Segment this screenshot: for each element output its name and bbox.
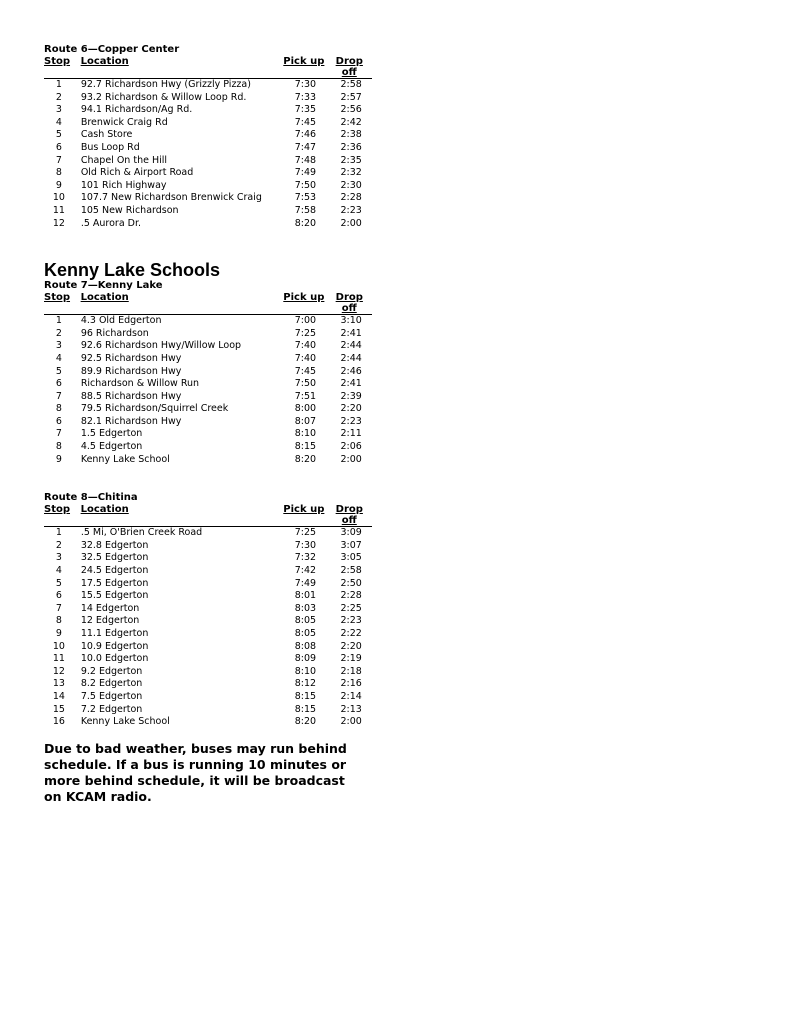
table-row: [44, 403, 374, 416]
dropoff-time: 2:56: [340, 104, 362, 116]
stop-number: 10: [52, 640, 65, 652]
dropoff-time: 2:19: [340, 653, 362, 665]
stop-number: 9: [55, 179, 62, 191]
route-7-schedule: [44, 280, 374, 466]
header-stop: Stop: [44, 504, 71, 516]
stop-number: 3: [55, 340, 62, 352]
stop-location: .5 Mi, O'Brien Creek Road: [80, 527, 203, 539]
stop-location: 93.2 Richardson & Willow Loop Rd.: [80, 91, 247, 103]
table-row: [44, 205, 374, 218]
pickup-time: 7:49: [294, 167, 317, 179]
stop-number: 7: [55, 154, 62, 166]
stop-location: 82.1 Richardson Hwy: [80, 415, 182, 427]
pickup-time: 7:53: [294, 192, 317, 204]
table-row: [44, 716, 374, 729]
stop-number: 4: [55, 352, 62, 364]
dropoff-time: 3:07: [340, 539, 362, 551]
stop-location: 105 New Richardson: [80, 204, 179, 216]
dropoff-time: 2:58: [340, 79, 362, 90]
route-7-title: Route 7—Kenny Lake: [44, 280, 163, 292]
stop-location: Old Rich & Airport Road: [80, 167, 194, 179]
stop-number: 3: [55, 552, 62, 564]
stop-location: 94.1 Richardson/Ag Rd.: [80, 104, 193, 116]
weather-notice: Due to bad weather, buses may run behind schedule. If a bus is running 10 minutes or more behind schedule, it will be broadcast on KCAM radio.: [44, 740, 347, 804]
stop-number: 10: [52, 192, 65, 204]
table-row: [44, 578, 374, 591]
dropoff-time: 2:00: [340, 453, 362, 465]
table-row: [44, 704, 374, 717]
header-pickup: Pick up: [283, 504, 325, 516]
table-row: [44, 104, 374, 117]
stop-number: 5: [55, 365, 62, 377]
stop-location: Cash Store: [80, 129, 133, 141]
table-row: [44, 129, 374, 142]
table-row: [44, 628, 374, 641]
table-row: [44, 666, 374, 679]
table-row: [44, 565, 374, 578]
stop-location: 88.5 Richardson Hwy: [80, 390, 182, 402]
table-row: [44, 328, 374, 341]
dropoff-time: 2:28: [340, 590, 362, 602]
table-row: [44, 117, 374, 130]
route-7-header: [44, 292, 372, 315]
stop-number: 12: [52, 217, 65, 229]
stop-location: Richardson & Willow Run: [80, 378, 200, 390]
dropoff-time: 2:06: [340, 441, 362, 453]
table-row: [44, 527, 374, 540]
route-6-header: [44, 56, 372, 79]
pickup-time: 8:10: [294, 665, 317, 677]
pickup-time: 7:45: [294, 116, 317, 128]
stop-location: 15.5 Edgerton: [80, 590, 149, 602]
stop-location: 11.1 Edgerton: [80, 628, 149, 639]
stop-location: 92.7 Richardson Hwy (Grizzly Pizza): [80, 79, 251, 90]
pickup-time: 8:20: [294, 217, 317, 229]
table-row: [44, 540, 374, 553]
route-8-rows: [44, 527, 374, 729]
dropoff-time: 3:10: [340, 315, 362, 327]
stop-location: 1.5 Edgerton: [80, 428, 143, 440]
pickup-time: 7:35: [294, 104, 317, 116]
pickup-time: 8:09: [294, 653, 317, 665]
pickup-time: 8:20: [294, 453, 317, 465]
stop-location: 92.5 Richardson Hwy: [80, 352, 182, 364]
pickup-time: 7:49: [294, 577, 317, 589]
stop-location: 92.6 Richardson Hwy/Willow Loop: [80, 340, 242, 352]
stop-number: 12: [52, 665, 65, 677]
pickup-time: 8:12: [294, 678, 317, 690]
dropoff-time: 2:11: [340, 428, 362, 440]
stop-number: 7: [55, 428, 62, 440]
pickup-time: 7:51: [294, 390, 317, 402]
dropoff-time: 2:20: [340, 640, 362, 652]
dropoff-time: 2:13: [340, 703, 362, 715]
pickup-time: 7:45: [294, 365, 317, 377]
header-dropoff: Drop off: [335, 292, 363, 315]
pickup-time: 8:15: [294, 441, 317, 453]
dropoff-time: 3:09: [340, 527, 362, 539]
route-6-title: Route 6—Copper Center: [44, 44, 180, 55]
stop-location: 101 Rich Highway: [80, 179, 167, 191]
dropoff-time: 3:05: [340, 552, 362, 564]
stop-location: 10.0 Edgerton: [80, 653, 149, 665]
table-row: [44, 218, 374, 231]
table-row: [44, 167, 374, 180]
dropoff-time: 2:14: [340, 690, 362, 702]
dropoff-time: 2:57: [340, 91, 362, 103]
dropoff-time: 2:25: [340, 602, 362, 614]
pickup-time: 7:00: [294, 315, 317, 327]
stop-number: 8: [55, 441, 62, 453]
dropoff-time: 2:38: [340, 129, 362, 141]
pickup-time: 8:03: [294, 602, 317, 614]
stop-location: 7.5 Edgerton: [80, 690, 143, 702]
stop-location: 24.5 Edgerton: [80, 565, 149, 577]
stop-number: 8: [55, 167, 62, 179]
pickup-time: 7:42: [294, 565, 317, 577]
dropoff-time: 2:44: [340, 340, 362, 352]
table-row: [44, 641, 374, 654]
pickup-time: 8:00: [294, 403, 317, 415]
table-row: [44, 416, 374, 429]
stop-number: 13: [52, 678, 65, 690]
stop-location: 7.2 Edgerton: [80, 703, 143, 715]
stop-location: 89.9 Richardson Hwy: [80, 365, 182, 377]
stop-number: 6: [55, 590, 62, 602]
header-pickup: Pick up: [283, 292, 325, 304]
dropoff-time: 2:42: [340, 116, 362, 128]
pickup-time: 7:58: [294, 204, 317, 216]
table-row: [44, 691, 374, 704]
pickup-time: 8:01: [294, 590, 317, 602]
stop-location: 8.2 Edgerton: [80, 678, 143, 690]
table-row: [44, 79, 374, 92]
dropoff-time: 2:28: [340, 192, 362, 204]
dropoff-time: 2:23: [340, 204, 362, 216]
dropoff-time: 2:46: [340, 365, 362, 377]
pickup-time: 7:30: [294, 79, 317, 90]
stop-location: Brenwick Craig Rd: [80, 116, 168, 128]
stop-number: 8: [55, 403, 62, 415]
dropoff-time: 2:20: [340, 403, 362, 415]
stop-number: 6: [55, 415, 62, 427]
stop-location: 79.5 Richardson/Squirrel Creek: [80, 403, 229, 415]
pickup-time: 7:50: [294, 378, 317, 390]
table-row: [44, 92, 374, 105]
route-7-rows: [44, 315, 374, 466]
pickup-time: 7:50: [294, 179, 317, 191]
stop-location: 4.3 Old Edgerton: [80, 315, 162, 327]
pickup-time: 8:05: [294, 615, 317, 627]
header-location: Location: [80, 56, 129, 67]
dropoff-time: 2:41: [340, 327, 362, 339]
dropoff-time: 2:23: [340, 615, 362, 627]
header-stop: Stop: [44, 56, 71, 67]
pickup-time: 7:40: [294, 352, 317, 364]
dropoff-time: 2:22: [340, 628, 362, 639]
pickup-time: 7:33: [294, 91, 317, 103]
pickup-time: 8:15: [294, 703, 317, 715]
stop-location: 12 Edgerton: [80, 615, 140, 627]
stop-location: 9.2 Edgerton: [80, 665, 143, 677]
header-stop: Stop: [44, 292, 71, 304]
stop-number: 16: [52, 716, 65, 728]
stop-location: 14 Edgerton: [80, 602, 140, 614]
table-row: [44, 428, 374, 441]
stop-number: 1: [55, 315, 62, 327]
document-page: [44, 44, 374, 805]
pickup-time: 7:30: [294, 539, 317, 551]
dropoff-time: 2:36: [340, 141, 362, 153]
stop-number: 11: [52, 653, 65, 665]
pickup-time: 8:15: [294, 690, 317, 702]
section-heading: Kenny Lake Schools: [44, 260, 221, 281]
header-dropoff: Drop off: [335, 504, 363, 527]
table-row: [44, 155, 374, 168]
stop-location: Bus Loop Rd: [80, 141, 140, 153]
stop-number: 2: [55, 327, 62, 339]
dropoff-time: 2:00: [340, 716, 362, 728]
stop-location: Chapel On the Hill: [80, 154, 168, 166]
route-8-title: Route 8—Chitina: [44, 492, 138, 504]
stop-number: 9: [55, 628, 62, 639]
header-location: Location: [80, 504, 129, 516]
dropoff-time: 2:50: [340, 577, 362, 589]
stop-number: 3: [55, 104, 62, 116]
table-row: [44, 441, 374, 454]
dropoff-time: 2:58: [340, 565, 362, 577]
stop-location: 17.5 Edgerton: [80, 577, 149, 589]
table-row: [44, 366, 374, 379]
dropoff-time: 2:35: [340, 154, 362, 166]
stop-location: 107.7 New Richardson Brenwick Craig: [80, 192, 262, 204]
pickup-time: 7:46: [294, 129, 317, 141]
dropoff-time: 2:32: [340, 167, 362, 179]
pickup-time: 8:10: [294, 428, 317, 440]
stop-number: 5: [55, 577, 62, 589]
table-row: [44, 192, 374, 205]
stop-location: Kenny Lake School: [80, 453, 170, 465]
stop-number: 7: [55, 390, 62, 402]
header-pickup: Pick up: [283, 56, 325, 67]
stop-number: 2: [55, 91, 62, 103]
pickup-time: 7:25: [294, 527, 317, 539]
stop-number: 6: [55, 378, 62, 390]
dropoff-time: 2:39: [340, 390, 362, 402]
stop-location: 32.5 Edgerton: [80, 552, 149, 564]
stop-number: 15: [52, 703, 65, 715]
pickup-time: 7:40: [294, 340, 317, 352]
pickup-time: 8:08: [294, 640, 317, 652]
route-6-schedule: [44, 44, 374, 230]
stop-number: 6: [55, 141, 62, 153]
table-row: [44, 590, 374, 603]
table-row: [44, 454, 374, 467]
stop-location: 96 Richardson: [80, 327, 149, 339]
stop-number: 11: [52, 204, 65, 216]
route-6-rows: [44, 79, 374, 230]
stop-number: 1: [55, 527, 62, 539]
stop-location: .5 Aurora Dr.: [80, 217, 142, 229]
header-dropoff: Drop off: [335, 56, 363, 78]
stop-location: Kenny Lake School: [80, 716, 170, 728]
dropoff-time: 2:16: [340, 678, 362, 690]
table-row: [44, 552, 374, 565]
dropoff-time: 2:00: [340, 217, 362, 229]
pickup-time: 8:20: [294, 716, 317, 728]
dropoff-time: 2:23: [340, 415, 362, 427]
stop-number: 5: [55, 129, 62, 141]
stop-number: 7: [55, 602, 62, 614]
dropoff-time: 2:44: [340, 352, 362, 364]
header-location: Location: [80, 292, 129, 304]
table-row: [44, 315, 374, 328]
stop-number: 9: [55, 453, 62, 465]
table-row: [44, 653, 374, 666]
stop-number: 1: [55, 79, 62, 90]
stop-number: 2: [55, 539, 62, 551]
dropoff-time: 2:41: [340, 378, 362, 390]
table-row: [44, 615, 374, 628]
pickup-time: 8:05: [294, 628, 317, 639]
stop-number: 14: [52, 690, 65, 702]
table-row: [44, 603, 374, 616]
pickup-time: 8:07: [294, 415, 317, 427]
table-row: [44, 678, 374, 691]
route-8-header: [44, 504, 372, 527]
stop-number: 8: [55, 615, 62, 627]
pickup-time: 7:25: [294, 327, 317, 339]
table-row: [44, 353, 374, 366]
table-row: [44, 378, 374, 391]
pickup-time: 7:32: [294, 552, 317, 564]
table-row: [44, 142, 374, 155]
stop-number: 4: [55, 116, 62, 128]
dropoff-time: 2:18: [340, 665, 362, 677]
route-8-schedule: [44, 492, 374, 729]
pickup-time: 7:47: [294, 141, 317, 153]
table-row: [44, 391, 374, 404]
dropoff-time: 2:30: [340, 179, 362, 191]
spacer: [44, 466, 374, 492]
table-row: [44, 340, 374, 353]
stop-location: 32.8 Edgerton: [80, 539, 149, 551]
stop-number: 4: [55, 565, 62, 577]
stop-location: 10.9 Edgerton: [80, 640, 149, 652]
stop-location: 4.5 Edgerton: [80, 441, 143, 453]
pickup-time: 7:48: [294, 154, 317, 166]
table-row: [44, 180, 374, 193]
